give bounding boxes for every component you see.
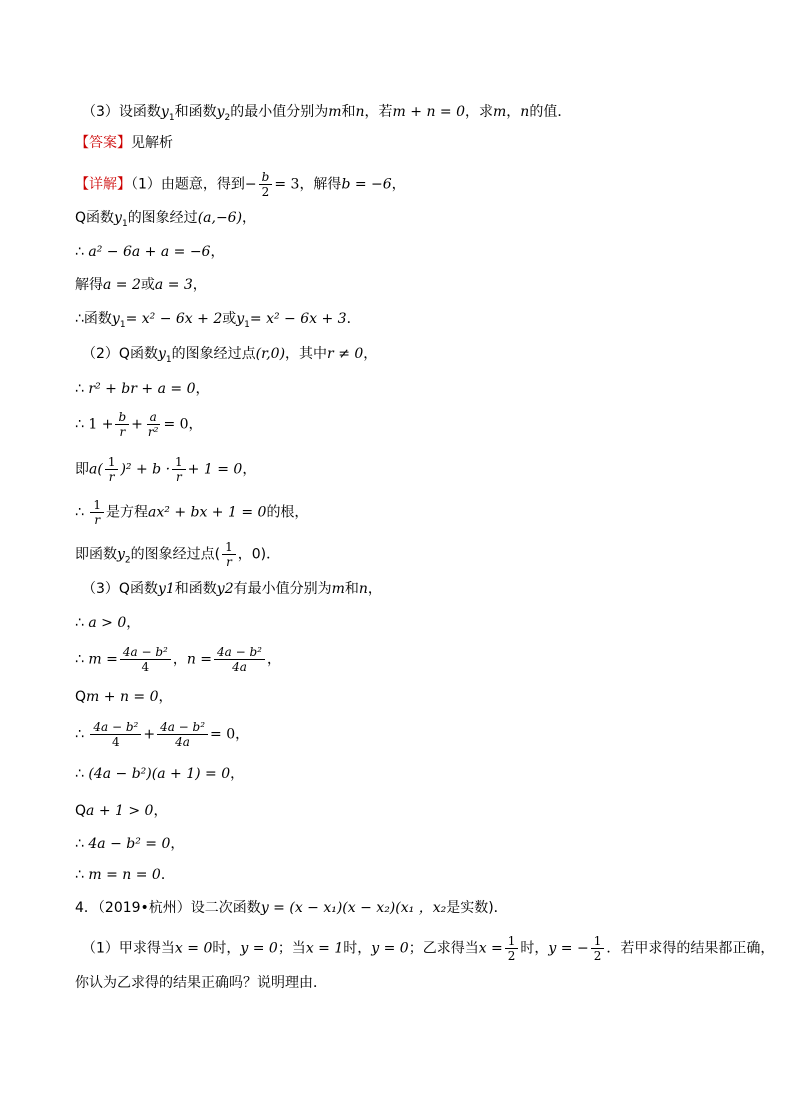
detail-line-9: 即a( $\frac{1}{r}$ )² + b · $\frac{1}{r}$ + 1 = 0， bbox=[75, 455, 257, 484]
detail-line-5: ∴函数$y_1= x^2 - 6x + 2$或$y_1= x^2 - 6x + 3$． bbox=[75, 311, 361, 330]
detail-line-20: ∴ m = n = 0． bbox=[75, 867, 175, 883]
detail-line-10: ∴ $\frac{1}{r}$ 是方程ax² + bx + 1 = 0的根， bbox=[75, 498, 309, 527]
fraction: $\frac{1}{2}$ bbox=[505, 934, 519, 963]
fraction: $\frac{1}{2}$ bbox=[591, 934, 605, 963]
detail-line-15: Qm + n = 0， bbox=[75, 689, 173, 705]
fraction: $\frac{\text{4a − b²}}{4a}$ bbox=[214, 645, 265, 674]
detail-line-19: ∴ 4a − b² = 0， bbox=[75, 836, 185, 852]
detail-line-17: ∴ (4a − b²)(a + 1) = 0， bbox=[75, 766, 245, 782]
question-4-statement: 4．（2019•杭州）设二次函数y = (x − x₁)(x − x₂)(x₁ ，x₂是实数)． bbox=[75, 900, 508, 916]
detail-line-14: ∴ m = $\frac{\text{4a − b²}}{4}$ ，n = $\frac{\text{4a − b²}}{4a}$ ， bbox=[75, 645, 281, 674]
detail-line-16: ∴ $\frac{\text{4a − b²}}{4}$ + $\frac{\text{4a − b²}}{4a}$ = 0， bbox=[75, 720, 250, 749]
detail-line-12: （3）Q函数y1和函数y2有最小值分别为m和n， bbox=[82, 581, 382, 597]
detail-line-18: Qa + 1 > 0， bbox=[75, 803, 168, 819]
detail-line-8: ∴ 1 + $\frac{b}{r}$ + $\frac{a}{\text{r²}}$ = 0， bbox=[75, 410, 203, 439]
question-4-part-1: （1）甲求得当x = 0时，y = 0；当x = 1时，y = 0；乙求得当x = $\frac{1}{2}$ 时，y = − $\frac{1}{2}$ ．若甲求得的结果都正确， bbox=[82, 934, 775, 963]
fraction: $\frac{1}{r}$ bbox=[222, 540, 236, 569]
question-3-statement: （3）设函数$y_1$和函数$y_2$的最小值分别为m和n，若m + n = 0，求m，n的值． bbox=[82, 104, 572, 123]
detail-line-6: （2）Q函数$y_1$的图象经过点(r,0)，其中r ≠ 0， bbox=[82, 346, 378, 365]
fraction: $\frac{b}{2}$ bbox=[259, 170, 273, 199]
fraction: $\frac{1}{r}$ bbox=[105, 455, 119, 484]
fraction: $\frac{\text{4a − b²}}{4a}$ bbox=[157, 720, 208, 749]
fraction: $\frac{\text{4a − b²}}{4}$ bbox=[120, 645, 171, 674]
fraction: $\frac{a}{\text{r²}}$ bbox=[147, 410, 159, 439]
detail-tag: 【详解】 bbox=[75, 176, 131, 193]
detail-line-2: Q函数$y_1$的图象经过(a,−6)， bbox=[75, 210, 257, 229]
answer-line: 【答案】见解析 bbox=[75, 135, 173, 151]
detail-line-13: ∴ a > 0， bbox=[75, 615, 141, 631]
fraction: $\frac{b}{r}$ bbox=[115, 410, 129, 439]
fraction: $\frac{1}{r}$ bbox=[172, 455, 186, 484]
detail-line-7: ∴ r² + br + a = 0， bbox=[75, 381, 210, 397]
detail-line-11: 即函数$y_2$的图象经过点( $\frac{1}{r}$ ，0)． bbox=[75, 540, 281, 569]
fraction: $\frac{\text{4a − b²}}{4}$ bbox=[90, 720, 141, 749]
detail-line-3: ∴ a² − 6a + a = −6， bbox=[75, 244, 225, 260]
detail-line-1: 【详解】（1）由题意，得到− $\frac{b}{2}$ = 3，解得b = −6， bbox=[75, 170, 406, 199]
question-4-part-1-continued: 你认为乙求得的结果正确吗？说明理由． bbox=[75, 975, 327, 991]
answer-tag: 【答案】 bbox=[75, 135, 131, 151]
detail-line-4: 解得a = 2或a = 3， bbox=[75, 277, 207, 293]
fraction: $\frac{1}{r}$ bbox=[90, 498, 104, 527]
